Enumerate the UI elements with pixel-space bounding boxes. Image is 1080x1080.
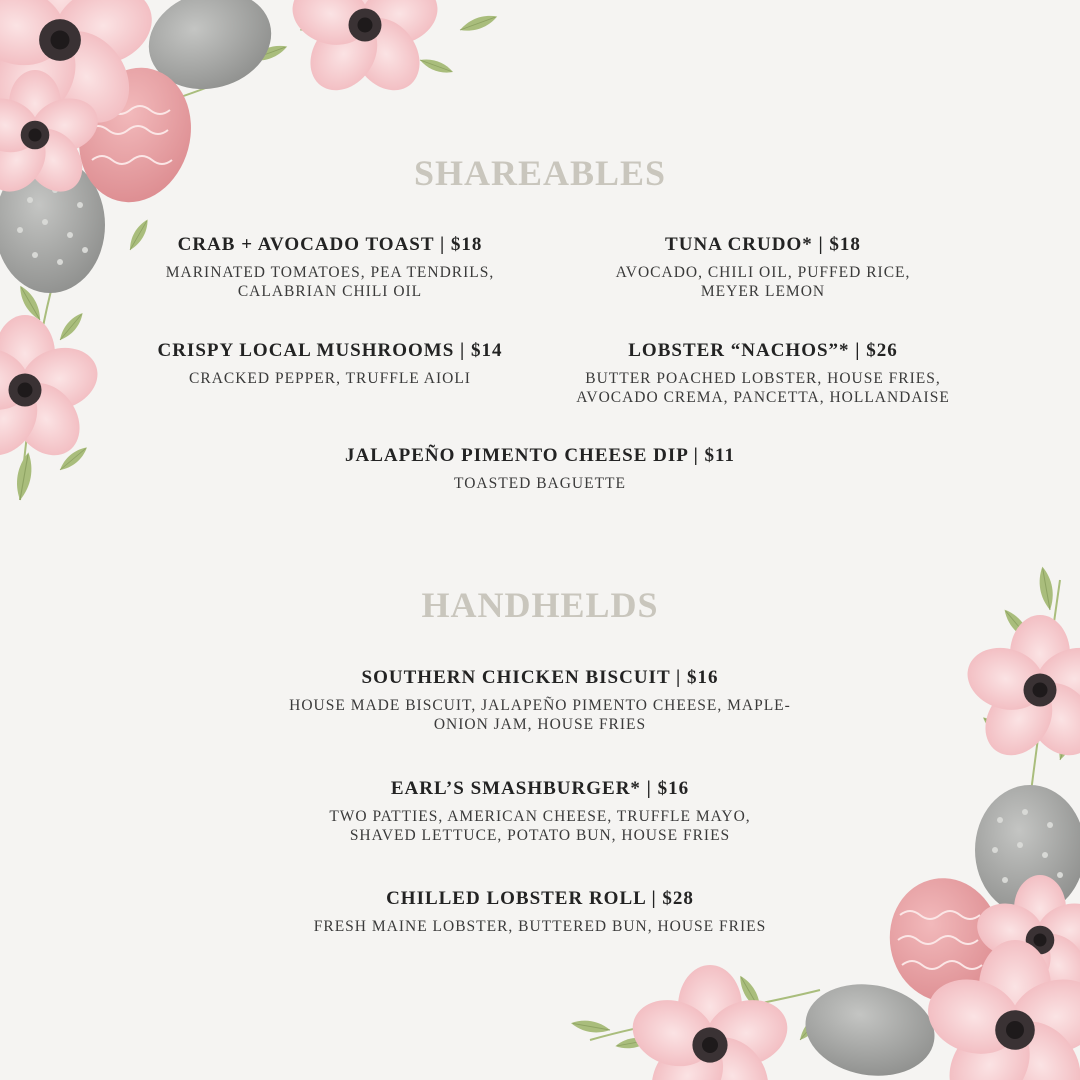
menu-item [240, 667, 840, 734]
item-description: BUTTER POACHED LOBSTER, HOUSE FRIES, AVOCADO CREMA, PANCETTA, HOLLANDAISE [576, 370, 950, 406]
item-name: CRISPY LOCAL MUSHROOMS | $14 [157, 340, 503, 361]
item-name: LOBSTER “NACHOS”* | $26 [628, 340, 898, 361]
item-name: JALAPEÑO PIMENTO CHEESE DIP | $11 [345, 445, 735, 466]
menu-item [543, 340, 983, 407]
item-description: TOASTED BAGUETTE [454, 475, 626, 492]
item-description: CRACKED PEPPER, TRUFFLE AIOLI [189, 370, 471, 387]
item-description: TWO PATTIES, AMERICAN CHEESE, TRUFFLE MAYO, SHAVED LETTUCE, POTATO BUN, HOUSE FRIES [329, 808, 751, 844]
menu-item [290, 445, 790, 493]
item-description: FRESH MAINE LOBSTER, BUTTERED BUN, HOUSE FRIES [313, 918, 767, 935]
menu-item [240, 888, 840, 936]
item-name: CHILLED LOBSTER ROLL | $28 [386, 888, 694, 909]
section-title-handhelds: HANDHELDS [421, 585, 659, 625]
section-title-shareables: SHAREABLES [413, 153, 667, 193]
item-name: SOUTHERN CHICKEN BISCUIT | $16 [361, 667, 719, 688]
item-description: MARINATED TOMATOES, PEA TENDRILS, CALABRIAN CHILI OIL [165, 264, 495, 300]
item-name: EARL’S SMASHBURGER* | $16 [390, 778, 690, 799]
menu-item [240, 778, 840, 845]
menu-item [130, 234, 530, 301]
item-name: TUNA CRUDO* | $18 [665, 234, 861, 255]
menu-item [563, 234, 963, 301]
item-description: AVOCADO, CHILI OIL, PUFFED RICE, MEYER LEMON [615, 264, 911, 300]
menu-item [130, 340, 530, 388]
item-name: CRAB + AVOCADO TOAST | $18 [177, 234, 483, 255]
item-description: HOUSE MADE BISCUIT, JALAPEÑO PIMENTO CHEESE, MAPLE- ONION JAM, HOUSE FRIES [289, 697, 791, 733]
